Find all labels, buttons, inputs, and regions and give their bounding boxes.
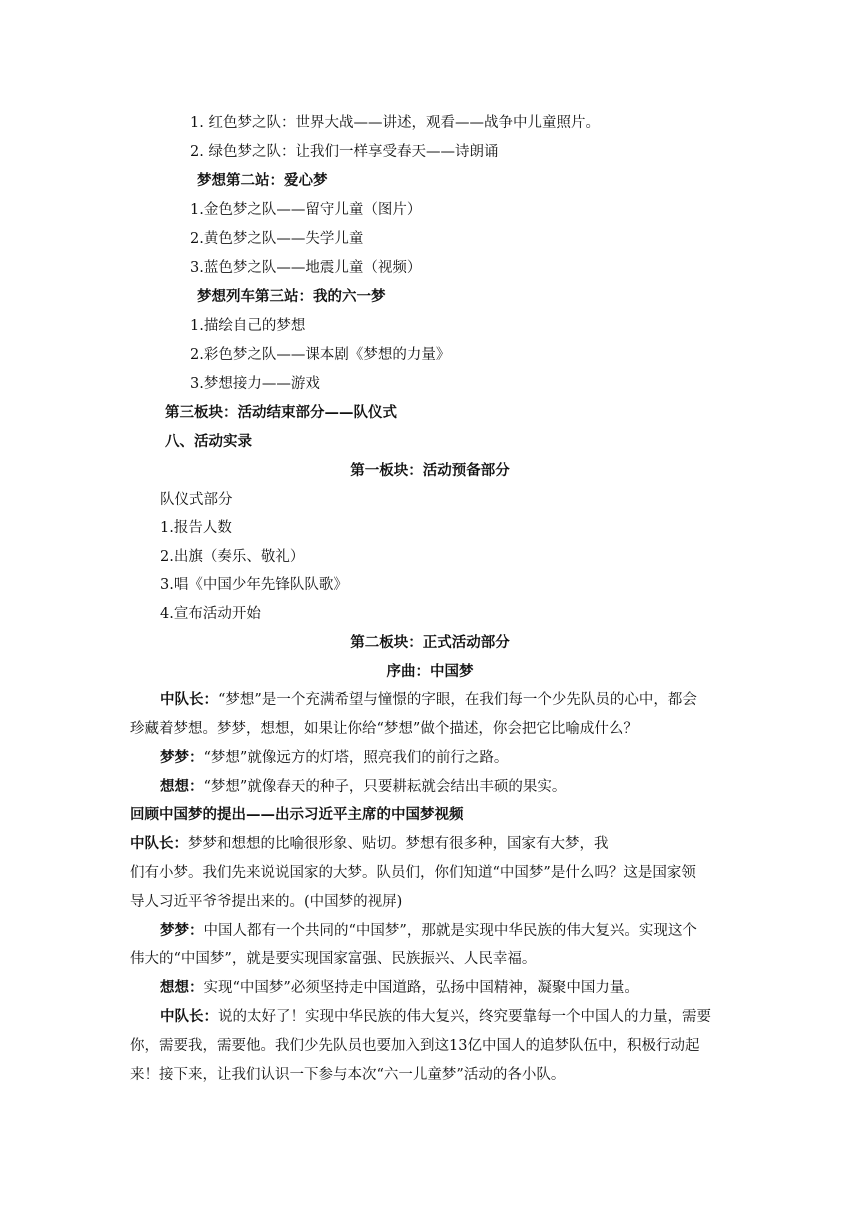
- speaker-label: 梦梦：: [160, 749, 204, 766]
- speaker-label: 中队长：: [160, 691, 218, 708]
- dialogue-line: [160, 978, 639, 998]
- ceremony-subtitle: 队仪式部分: [160, 492, 233, 508]
- dialogue-line: [130, 834, 609, 854]
- speaker-label: 中队长：: [130, 835, 188, 852]
- dialogue-line: [160, 777, 566, 797]
- dialogue-text: 实现“中国梦”必须坚持走中国道路，弘扬中国精神，凝聚中国力量。: [203, 980, 639, 996]
- section-one-title: 第一板块：活动预备部分: [350, 462, 510, 479]
- section-three-heading: 第三板块：活动结束部分——队仪式: [165, 404, 397, 421]
- dialogue-text: 中国人都有一个共同的“中国梦”，那就是实现中华民族的伟大复兴。实现这个: [203, 923, 697, 939]
- dialogue-text: 说的太好了！实现中华民族的伟大复兴，终究要靠每一个中国人的力量，需要: [218, 1009, 711, 1025]
- ceremony-step-3: 3.唱《中国少年先锋队队歌》: [160, 577, 348, 593]
- program-item-gold-team: 1.金色梦之队——留守儿童（图片）: [190, 202, 422, 218]
- dialogue-continuation: 们有小梦。我们先来说说国家的大梦。队员们，你们知道“中国梦”是什么吗？这是国家领: [130, 865, 696, 881]
- dialogue-text: 梦梦和想想的比喻很形象、贴切。梦想有很多种，国家有大梦，我: [188, 836, 609, 852]
- dialogue-line: [160, 921, 697, 941]
- dialogue-continuation: 珍藏着梦想。梦梦，想想，如果让你给“梦想”做个描述，你会把它比喻成什么？: [130, 721, 638, 737]
- review-heading: 回顾中国梦的提出——出示习近平主席的中国梦视频: [130, 806, 464, 823]
- station-three-heading: 梦想列车第三站：我的六一梦: [197, 288, 386, 305]
- activity-record-heading: 八、活动实录: [165, 433, 252, 450]
- program-item-blue-team: 3.蓝色梦之队——地震儿童（视频）: [190, 260, 422, 276]
- dialogue-continuation: 来！接下来，让我们认识一下参与本次“六一儿童梦”活动的各小队。: [130, 1067, 566, 1083]
- program-item-yellow-team: 2.黄色梦之队——失学儿童: [190, 231, 364, 247]
- dialogue-continuation: 导人习近平爷爷提出来的。(中国梦的视屏): [130, 894, 403, 910]
- ceremony-step-2: 2.出旗（奏乐、敬礼）: [160, 549, 305, 565]
- dialogue-continuation: 你，需要我，需要他。我们少先队员也要加入到这13亿中国人的追梦队伍中，积极行动起: [130, 1038, 700, 1054]
- speaker-label: 梦梦：: [160, 922, 204, 939]
- dialogue-continuation: 伟大的“中国梦”，就是要实现国家富强、民族振兴、人民幸福。: [130, 951, 537, 967]
- program-item-relay-game: 3.梦想接力——游戏: [190, 376, 320, 392]
- ceremony-step-1: 1.报告人数: [160, 520, 232, 536]
- speaker-label: 想想：: [160, 979, 204, 996]
- dialogue-text: “梦想”就像春天的种子，只要耕耘就会结出丰硕的果实。: [203, 779, 567, 795]
- prelude-title: 序曲：中国梦: [386, 663, 474, 680]
- speaker-label: 中队长：: [160, 1008, 218, 1025]
- program-item-red-team: 1. 红色梦之队：世界大战——讲述，观看——战争中儿童照片。: [190, 115, 600, 131]
- program-item-green-team: 2. 绿色梦之队：让我们一样享受春天——诗朗诵: [190, 144, 499, 160]
- ceremony-step-4: 4.宣布活动开始: [160, 606, 261, 622]
- program-item-colorful-team: 2.彩色梦之队——课本剧《梦想的力量》: [190, 347, 451, 363]
- station-two-heading: 梦想第二站：爱心梦: [197, 172, 328, 189]
- dialogue-text: “梦想”是一个充满希望与憧憬的字眼，在我们每一个少先队员的心中，都会: [218, 692, 697, 708]
- program-item-draw-dream: 1.描绘自己的梦想: [190, 318, 306, 334]
- dialogue-line: [160, 1007, 711, 1027]
- speaker-label: 想想：: [160, 778, 204, 795]
- dialogue-line: [160, 690, 697, 710]
- dialogue-line: [160, 748, 508, 768]
- dialogue-text: “梦想”就像远方的灯塔，照亮我们的前行之路。: [203, 750, 509, 766]
- section-two-title: 第二板块：正式活动部分: [350, 634, 510, 651]
